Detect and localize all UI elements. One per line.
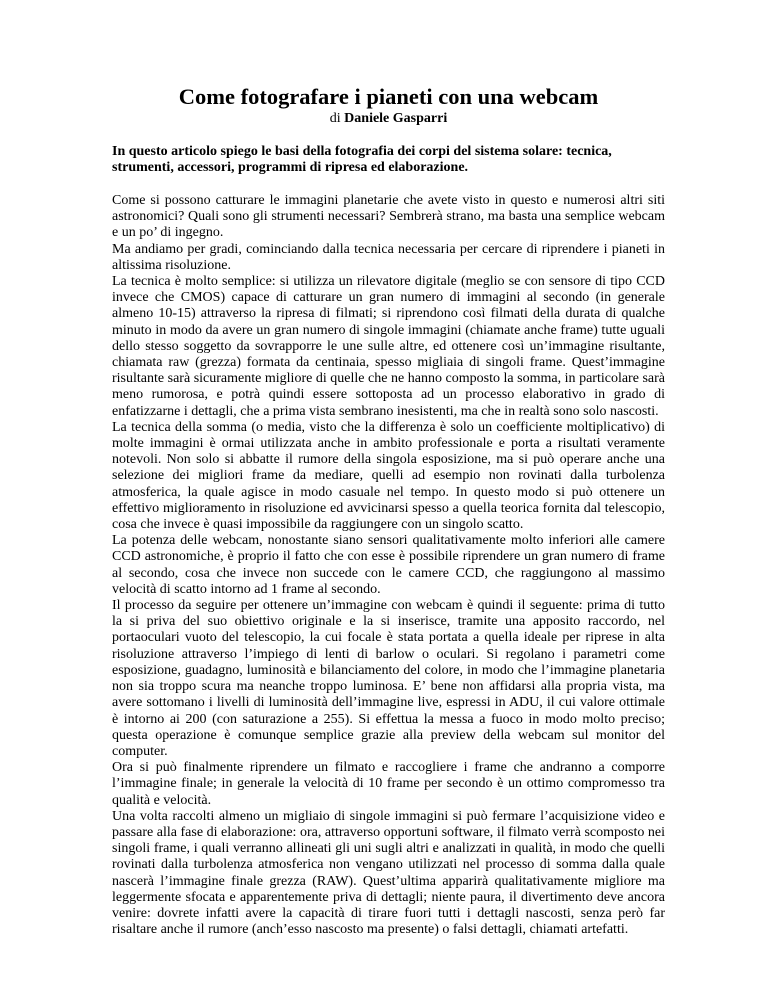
byline-prefix: di — [329, 111, 341, 126]
article-title: Come fotografare i pianeti con una webcam — [178, 84, 599, 109]
paragraph-3: La tecnica è molto semplice: si utilizza un rilevatore digitale (meglio se con sensore di tipo CCD invece che CMOS) capace di catturare un gran numero di immagini al secondo (in generale almeno 10-15) attraverso la ripresa di filmati; si riprendono così filmati della durata di qualche minuto in modo da avere un gran numero di singole immagini (chiamate anche frame) tutte uguali dello stesso soggetto da sovrapporre le une sulle altre, ed ottenere così un’immagine risultante, chiamata raw (grezza) formata da centinaia, spesso migliaia di singoli frame. Quest’immagine risultante sarà sicuramente migliore di quelle che ne hanno composto la somma, in particolare sarà meno rumorosa, e potrà quindi essere sottoposta ad un processo elaborativo in grado di enfatizzarne i dettagli, che a prima vista sembrano inesistenti, ma che in realtà sono solo nascosti. — [112, 274, 665, 419]
paragraph-4: La tecnica della somma (o media, visto che la differenza è solo un coefficiente moltiplicativo) di molte immagini è ormai utilizzata anche in ambito professionale e porta a risultati veramente notevoli. Non solo si abbatte il rumore della singola esposizione, ma si può operare anche una selezione dei migliori frame da mediare, quelli ad esempio non rovinati dalla turbolenza atmosferica, la quale agisce in modo casuale nel tempo. In questo modo si può ottenere un effettivo miglioramento in risoluzione ed avvicinarsi spesso a quella teorica fornita dal telescopio, cosa che invece è quasi impossibile da raggiungere con un singolo scatto. — [112, 419, 665, 533]
paragraph-6: Il processo da seguire per ottenere un’immagine con webcam è quindi il seguente: prima di tutto la si priva del suo obiettivo originale e la si inserisce, tramite una apposito raccordo, nel portaoculari vuoto del telescopio, la cui focale è stata portata a quella ideale per riprese in alta risoluzione attraverso l’impiego di lenti di barlow o oculari. Si regolano i parametri come esposizione, guadagno, luminosità e bilanciamento del colore, in modo che l’immagine planetaria non sia troppo scura ma neanche troppo luminosa. E’ bene non affidarsi alla propria vista, ma avere sottomano i livelli di luminosità dell’immagine live, espressi in ADU, il cui valore ottimale è intorno ai 200 (con saturazione a 255). Si effettua la messa a fuoco in modo molto preciso; questa operazione è comunque semplice grazie alla preview della webcam sul monitor del computer. — [112, 598, 665, 759]
paragraph-2: Ma andiamo per gradi, cominciando dalla tecnica necessaria per cercare di riprendere i pianeti in altissima risoluzione. — [112, 241, 665, 273]
paragraph-1: Come si possono catturare le immagini planetarie che avete visto in questo e numerosi altri siti astronomici? Quali sono gli strumenti necessari? Sembrerà strano, ma basta una semplice webcam e un po’ di ingegno. — [112, 193, 665, 241]
paragraph-5: La potenza delle webcam, nonostante siano sensori qualitativamente molto inferiori alle camere CCD astronomiche, è proprio il fatto che con esse è possibile riprendere un gran numero di frame al secondo, cosa che invece non succede con le camere CCD, che raggiungono al massimo velocità di scatto intorno ad 1 frame al secondo. — [112, 533, 665, 597]
article-abstract: In questo articolo spiego le basi della fotografia dei corpi del sistema solare: tecnica, strumenti, accessori, programmi di ripresa ed elaborazione. — [112, 144, 612, 176]
paragraph-8: Una volta raccolti almeno un migliaio di singole immagini si può fermare l’acquisizione video e passare alla fase di elaborazione: ora, attraverso opportuni software, il filmato verrà scomposto nei singoli frame, i quali verranno allineati gli uni sugli altri e analizzati in qualità, in modo che quelli rovinati dalla turbolenza atmosferica non vengano utilizzati nel processo di somma dalla quale nascerà l’immagine finale grezza (RAW). Quest’ultima apparirà qualitativamente migliore ma leggermente sfocata e apparentemente priva di dettagli; niente paura, il divertimento deve ancora venire: dovrete infatti avere la capacità di tirare fuori tutti i dettagli nascosti, senza però far risaltare anche il rumore (anch’esso nascosto ma presente) o falsi dettagli, chiamati artefatti. — [112, 808, 665, 938]
byline — [112, 111, 665, 127]
document-page — [112, 84, 665, 938]
paragraph-7: Ora si può finalmente riprendere un filmato e raccogliere i frame che andranno a comporre l’immagine finale; in generale la velocità di 10 frame per secondo è un ottimo compromesso tra qualità e velocità. — [112, 760, 665, 808]
article-body — [112, 193, 665, 938]
author-name: Daniele Gasparri — [344, 111, 448, 126]
